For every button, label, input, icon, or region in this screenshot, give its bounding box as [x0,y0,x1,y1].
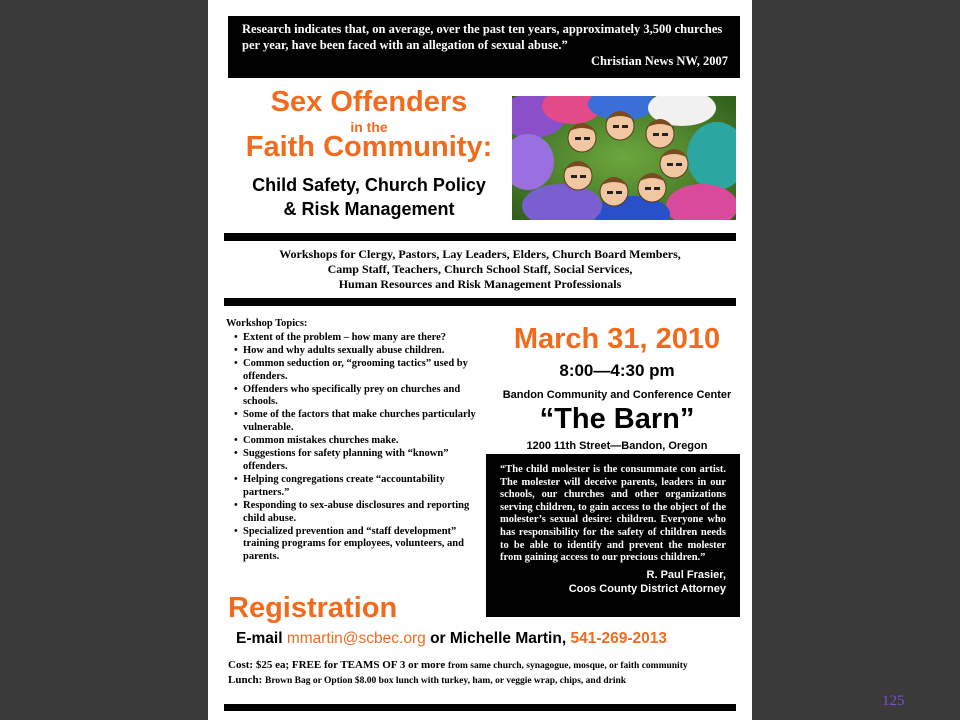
cost-detail: from same church, synagogue, mosque, or faith community [448,661,688,671]
topic-item [226,448,484,474]
topic-text: Helping congregations create “accountability partners.” [243,473,445,498]
da-quote-box [486,454,740,617]
da-quote-role: Coos County District Attorney [568,582,726,595]
lunch-line [228,674,626,686]
bullet-icon: • [234,499,238,511]
topic-text: Suggestions for safety planning with “known” offenders. [243,448,449,472]
workshop-topics [226,318,484,564]
cost-label: Cost: [228,659,254,671]
registration-contact [236,630,667,648]
flyer-page [208,0,752,720]
divider-bar-bottom [224,704,736,711]
topic-item [226,384,484,410]
topic-text: Common seduction or, “grooming tactics” used by offenders. [243,357,468,382]
topic-text: Offenders who specifically prey on churches and schools. [243,383,461,408]
bullet-icon: • [234,357,238,369]
topics-list [226,332,484,564]
topic-item [226,500,484,526]
research-quote-box [228,16,740,78]
topic-item [226,345,484,358]
topic-item [226,435,484,448]
bullet-icon: • [234,331,238,343]
event-address: 1200 11th Street—Bandon, Oregon [526,440,708,452]
email-link[interactable]: mmartin@scbec.org [286,630,426,647]
topic-text: How and why adults sexually abuse children. [243,344,445,356]
research-quote-source: Christian News NW, 2007 [590,54,728,68]
topic-item [226,358,484,384]
research-quote-text: Research indicates that, on average, over the past ten years, approximately 3,500 churches per year, have been faced with an allegation of sexual abuse.” [242,22,723,52]
children-circle-photo [512,96,736,220]
phone-number: 541-269-2013 [570,630,667,647]
slide-page-number: 125 [882,693,905,709]
bullet-icon: • [234,525,238,537]
title-line-2: in the [350,119,388,135]
event-date: March 31, 2010 [513,323,721,355]
bullet-icon: • [234,473,238,485]
topics-heading: Workshop Topics: [226,318,308,329]
email-label: E-mail [236,630,283,647]
audience-line: Camp Staff, Teachers, Church School Staff, Social Services, [327,262,633,276]
title-line-1: Sex Offenders [270,86,468,118]
bullet-icon: • [234,435,238,447]
bullet-icon: • [234,344,238,356]
topic-item [226,526,484,565]
topic-text: Extent of the problem – how many are there? [243,331,446,343]
cost-text: $25 ea; FREE for TEAMS OF 3 or more [255,659,446,671]
da-quote-text: “The child molester is the consummate con artist. The molester will deceive parents, leaders in our schools, our churches and other organizations serving children, to gain access to the object of the molester’s sexual desire: children. Everyone who has responsibility for the safety of children needs to be able to identify and prevent the molester from gaining access to our precious children.” [500,464,726,564]
topic-item [226,474,484,500]
divider-bar-top [224,233,736,241]
lunch-label: Lunch: [228,674,263,686]
children-photo-illustration [512,96,736,220]
bullet-icon: • [234,448,238,460]
event-venue: Bandon Community and Conference Center [502,389,732,401]
registration-heading: Registration [228,592,398,624]
da-quote-author: R. Paul Frasier, [646,568,726,581]
subtitle-line-2: & Risk Management [283,199,455,219]
topic-text: Specialized prevention and “staff development” training programs for employees, volunteers, and parents. [243,525,464,563]
topic-item [226,332,484,345]
title-line-3: Faith Community: [245,131,493,163]
event-name: “The Barn” [539,403,695,435]
contact-name: or Michelle Martin, [430,630,567,647]
topic-item [226,409,484,435]
subtitle-line-1: Child Safety, Church Policy [252,175,486,195]
cost-line [228,659,688,671]
audience-line: Workshops for Clergy, Pastors, Lay Leaders, Elders, Church Board Members, [279,247,681,261]
lunch-text: Brown Bag or Option $8.00 box lunch with turkey, ham, or veggie wrap, chips, and drink [265,676,627,686]
bullet-icon: • [234,383,238,395]
topic-text: Some of the factors that make churches particularly vulnerable. [243,409,476,434]
bullet-icon: • [234,409,238,421]
divider-bar-middle [224,298,736,306]
event-time: 8:00—4:30 pm [559,361,675,380]
workshop-audience [228,247,732,292]
audience-line: Human Resources and Risk Management Professionals [338,277,622,291]
topic-text: Responding to sex-abuse disclosures and reporting child abuse. [243,499,470,524]
topic-text: Common mistakes churches make. [243,435,399,447]
